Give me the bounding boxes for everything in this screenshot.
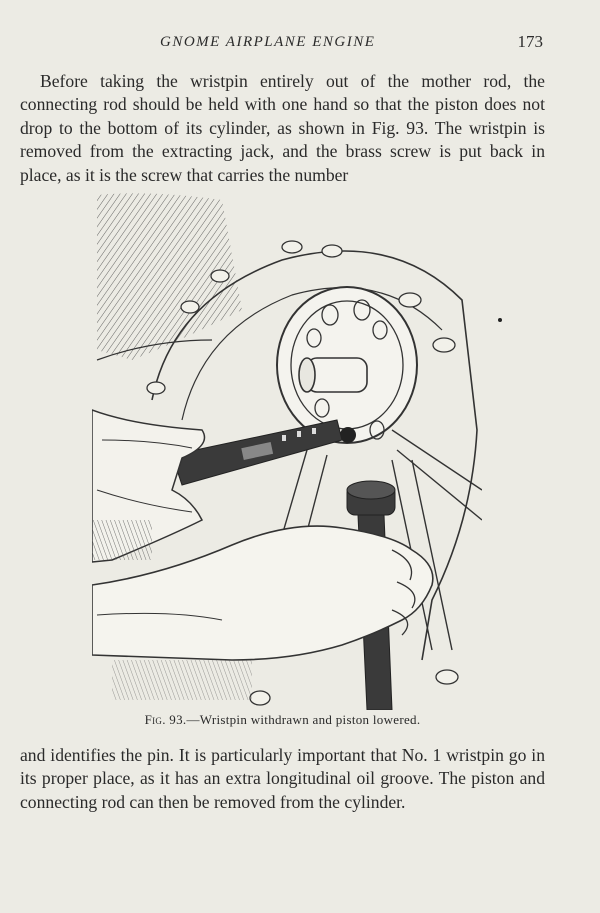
running-title: GNOME AIRPLANE ENGINE — [160, 34, 376, 50]
figure-illustration — [92, 190, 482, 710]
figure-caption — [0, 712, 565, 728]
figure-caption-text: —Wristpin withdrawn and piston lowered. — [186, 712, 421, 727]
left-hand — [92, 410, 205, 562]
figure-label: Fig. 93. — [144, 712, 187, 727]
paragraph-2: and identifies the pin. It is particularly important that No. 1 wristpin go in its proper place, as it has an extra longitudinal oil groove. The piston and connecting rod can then be removed from the cylinder. — [20, 745, 545, 812]
print-speck — [498, 318, 502, 322]
crankshaft-hub — [277, 287, 417, 443]
paragraph-1: Before taking the wristpin entirely out of the mother rod, the connecting rod should be held with one hand so that the piston does not drop to the bottom of its cylinder, as shown in Fig. 93. The wristpin is removed from the extracting jack, and the brass screw is put back in place, as it is the screw that carries the number — [20, 71, 545, 185]
engine-illustration — [92, 190, 482, 710]
page-number: 173 — [517, 32, 543, 51]
page-header — [0, 32, 600, 54]
